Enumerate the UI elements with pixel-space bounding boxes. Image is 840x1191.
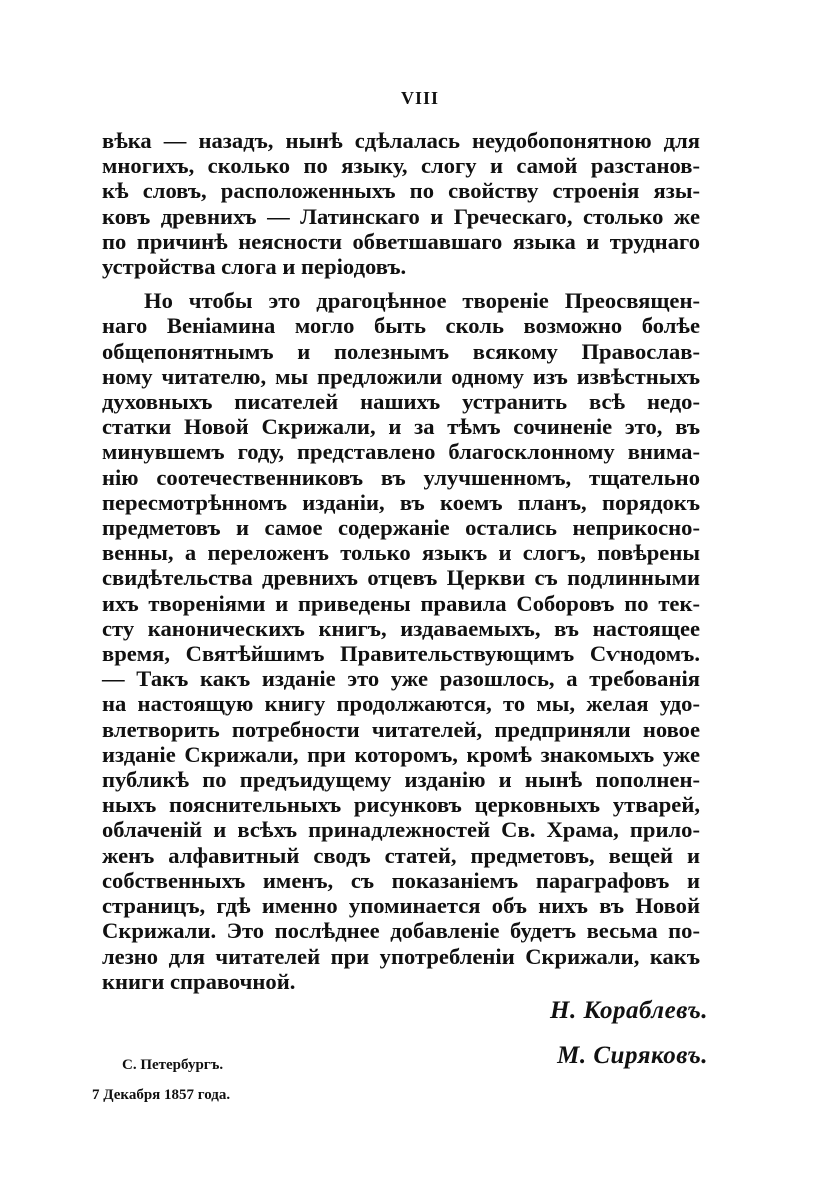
paragraph-2 <box>102 288 700 994</box>
text-line: венны, а переложенъ только языкъ и слогъ, повѣрены <box>102 540 700 566</box>
text-line: облаченій и всѣхъ принадлежностей Св. Храма, прило- <box>102 817 700 843</box>
text-line: книги справочной. <box>102 968 296 994</box>
text-line: влетворить потребности читателей, предприняли новое <box>102 716 700 742</box>
text-line: пересмотрѣнномъ изданіи, въ коемъ планъ, порядокъ <box>102 489 700 515</box>
text-line: статки Новой Скрижали, и за тѣмъ сочиненіе это, въ <box>102 414 700 440</box>
text-line: духовныхъ писателей нашихъ устранить всѣ недо- <box>102 389 700 415</box>
place-date <box>92 1050 230 1110</box>
text-line: Скрижали. Это послѣднее добавленіе будетъ весьма по- <box>102 918 700 944</box>
text-line: многихъ, сколько по языку, слогу и самой разстанов- <box>102 153 700 179</box>
paragraph-1 <box>102 128 700 279</box>
text-line: ныхъ пояснительныхъ рисунковъ церковныхъ утварей, <box>102 792 700 818</box>
text-line: ному читателю, мы предложили одному изъ извѣстныхъ <box>102 363 700 389</box>
place: С. Петербургъ. <box>122 1057 224 1073</box>
signatures <box>550 988 708 1078</box>
text-line: — Такъ какъ изданіе это уже разошлось, а требованія <box>102 666 700 692</box>
text-line: ковъ древнихъ — Латинскаго и Греческаго, столько же <box>102 203 700 229</box>
text-line: лезно для читателей при употребленіи Скрижали, какъ <box>102 943 700 969</box>
text-line: время, Святѣйшимъ Правительствующимъ Сѵнодомъ. <box>102 641 700 667</box>
signature-siryakov: М. Сиряковъ. <box>557 1042 708 1069</box>
text-line: ихъ твореніями и приведены правила Соборовъ по тек- <box>102 590 700 616</box>
body-text <box>102 128 700 994</box>
text-line: минувшемъ году, представлено благосклонному внима- <box>102 439 700 465</box>
signature-korablev: Н. Кораблевъ. <box>550 997 708 1024</box>
text-line: по причинѣ неясности обветшавшаго языка и труднаго <box>102 228 700 254</box>
text-line: сту каноническихъ книгъ, издаваемыхъ, въ настоящее <box>102 615 700 641</box>
text-line: Но чтобы это драгоцѣнное твореніе Преосвящен- <box>144 288 700 314</box>
text-line: общепонятнымъ и полезнымъ всякому Православ- <box>102 338 700 364</box>
text-line: на настоящую книгу продолжаются, то мы, желая удо- <box>102 691 700 717</box>
text-line: собственныхъ именъ, съ показаніемъ параграфовъ и <box>102 867 700 893</box>
text-line: изданіе Скрижали, при которомъ, кромѣ знакомыхъ уже <box>102 741 700 767</box>
text-line: вѣка — назадъ, нынѣ сдѣлалась неудобопонятною для <box>102 128 700 153</box>
text-line: предметовъ и самое содержаніе остались неприкосно- <box>102 515 700 541</box>
text-line: женъ алфавитный сводъ статей, предметовъ, вещей и <box>102 842 700 868</box>
text-line: наго Веніамина могло быть сколь возможно болѣе <box>102 313 700 339</box>
page-number: VIII <box>400 88 439 108</box>
text-line: публикѣ по предъидущему изданію и нынѣ пополнен- <box>102 767 700 793</box>
text-line: кѣ словъ, расположенныхъ по свойству строенія язы- <box>102 178 700 204</box>
date: 7 Декабря 1857 года. <box>92 1087 231 1103</box>
text-line: страницъ, гдѣ именно упоминается объ нихъ въ Новой <box>102 893 700 919</box>
text-line: устройства слога и періодовъ. <box>102 254 407 280</box>
text-line: нію соотечественниковъ въ улучшенномъ, тщательно <box>102 464 700 490</box>
text-line: свидѣтельства древнихъ отцевъ Церкви съ подлинными <box>102 565 700 591</box>
